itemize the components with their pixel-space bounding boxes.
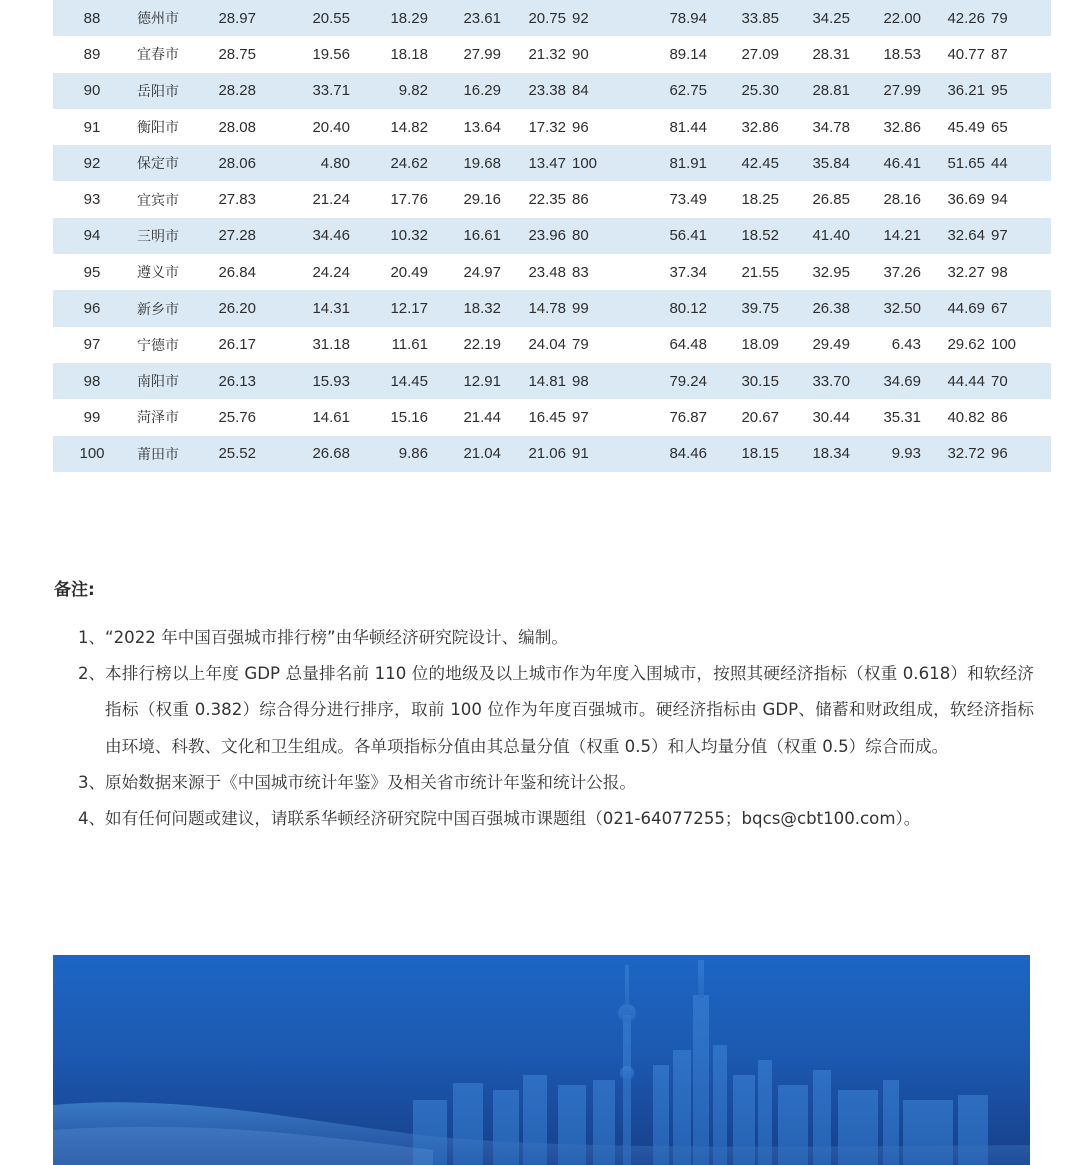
environment-cell: 79.24 xyxy=(624,363,707,399)
notes-list xyxy=(78,620,1034,837)
environment-cell: 64.48 xyxy=(669,336,707,354)
savings-cell: 12.17 xyxy=(350,290,428,326)
education-cell: 30.15 xyxy=(707,363,779,399)
rank-cell: 93 xyxy=(83,191,101,209)
environment-cell: 37.34 xyxy=(669,263,707,281)
rank-cell: 97 xyxy=(83,336,101,354)
savings-cell: 9.86 xyxy=(350,436,428,472)
education-cell: 20.67 xyxy=(741,408,779,426)
finance-cell: 19.68 xyxy=(428,145,501,181)
hard-score-cell: 26.13 xyxy=(198,363,256,399)
soft-rank-cell: 86 xyxy=(991,408,1008,426)
gdp-cell: 14.61 xyxy=(312,408,350,426)
culture-cell: 26.85 xyxy=(812,191,850,209)
hard-score-cell: 26.84 xyxy=(218,263,256,281)
gdp-cell: 4.80 xyxy=(256,145,350,181)
rank-cell: 99 xyxy=(83,408,101,426)
note-item xyxy=(78,801,1034,837)
health-cell: 14.21 xyxy=(850,218,921,254)
culture-cell: 34.25 xyxy=(779,0,850,36)
note-item xyxy=(78,620,1034,656)
table-row xyxy=(53,254,1051,290)
hard-rank-cell: 100 xyxy=(566,145,624,181)
table-row xyxy=(53,327,1051,363)
city-cell: 遵义市 xyxy=(137,265,179,282)
finance-cell: 13.64 xyxy=(463,118,501,136)
finance-cell: 23.61 xyxy=(428,0,501,36)
note-text: “2022 年中国百强城市排行榜”由华顿经济研究院设计、编制。 xyxy=(105,628,568,647)
city-cell: 宜宾市 xyxy=(137,192,179,209)
environment-cell: 76.87 xyxy=(669,408,707,426)
health-cell: 28.16 xyxy=(883,191,921,209)
hard-rank-cell: 80 xyxy=(566,218,624,254)
note-number: 2、 xyxy=(78,664,106,684)
hard-sub-cell: 23.96 xyxy=(501,218,566,254)
health-cell: 22.00 xyxy=(850,0,921,36)
city-skyline-image xyxy=(53,955,1030,1165)
table-row xyxy=(53,36,1051,72)
rank-cell: 89 xyxy=(83,45,101,63)
hard-sub-cell: 24.04 xyxy=(528,336,566,354)
hard-rank-cell: 79 xyxy=(572,336,589,354)
culture-cell: 30.44 xyxy=(812,408,850,426)
table-row xyxy=(53,73,1051,109)
note-number: 4、 xyxy=(78,809,106,829)
environment-cell: 84.46 xyxy=(624,436,707,472)
environment-cell: 81.91 xyxy=(624,145,707,181)
rank-cell: 90 xyxy=(53,73,131,109)
soft-score-cell: 32.64 xyxy=(921,218,985,254)
education-cell: 18.09 xyxy=(741,336,779,354)
savings-cell: 18.18 xyxy=(390,45,428,63)
savings-cell: 24.62 xyxy=(350,145,428,181)
education-cell: 21.55 xyxy=(741,263,779,281)
soft-score-cell: 32.72 xyxy=(921,436,985,472)
city-cell: 德州市 xyxy=(131,0,198,36)
hard-score-cell: 25.76 xyxy=(218,408,256,426)
finance-cell: 29.16 xyxy=(463,191,501,209)
education-cell: 25.30 xyxy=(707,73,779,109)
savings-cell: 14.82 xyxy=(390,118,428,136)
soft-score-cell: 32.27 xyxy=(947,263,985,281)
environment-cell: 80.12 xyxy=(624,290,707,326)
hard-score-cell: 28.97 xyxy=(198,0,256,36)
hard-score-cell: 27.83 xyxy=(218,191,256,209)
culture-cell: 29.49 xyxy=(812,336,850,354)
gdp-cell: 21.24 xyxy=(312,191,350,209)
hard-sub-cell: 21.32 xyxy=(528,45,566,63)
gdp-cell: 15.93 xyxy=(256,363,350,399)
health-cell: 9.93 xyxy=(850,436,921,472)
table-row xyxy=(53,399,1051,435)
rank-cell: 92 xyxy=(53,145,131,181)
gdp-cell: 24.24 xyxy=(312,263,350,281)
education-cell: 33.85 xyxy=(707,0,779,36)
hard-rank-cell: 83 xyxy=(572,263,589,281)
finance-cell: 22.19 xyxy=(463,336,501,354)
soft-rank-cell: 97 xyxy=(985,218,1051,254)
table-row xyxy=(53,145,1051,181)
hard-score-cell: 28.08 xyxy=(218,118,256,136)
soft-rank-cell: 87 xyxy=(991,45,1008,63)
hard-rank-cell: 91 xyxy=(566,436,624,472)
soft-rank-cell: 100 xyxy=(991,336,1017,354)
note-item xyxy=(78,765,1034,801)
soft-score-cell: 45.49 xyxy=(947,118,985,136)
table-body xyxy=(53,0,1051,472)
health-cell: 46.41 xyxy=(850,145,921,181)
note-number: 1、 xyxy=(78,628,106,647)
soft-rank-cell: 95 xyxy=(985,73,1051,109)
finance-cell: 18.32 xyxy=(428,290,501,326)
education-cell: 18.25 xyxy=(741,191,779,209)
soft-score-cell: 44.44 xyxy=(921,363,985,399)
table-row xyxy=(53,0,1051,36)
environment-cell: 81.44 xyxy=(669,118,707,136)
gdp-cell: 31.18 xyxy=(312,336,350,354)
environment-cell: 56.41 xyxy=(624,218,707,254)
note-item xyxy=(78,656,1034,765)
gdp-cell: 34.46 xyxy=(256,218,350,254)
city-cell: 南阳市 xyxy=(131,363,198,399)
culture-cell: 41.40 xyxy=(779,218,850,254)
education-cell: 32.86 xyxy=(741,118,779,136)
savings-cell: 11.61 xyxy=(391,336,428,354)
health-cell: 18.53 xyxy=(883,45,921,63)
rank-cell: 91 xyxy=(83,118,101,136)
environment-cell: 73.49 xyxy=(669,191,707,209)
hard-sub-cell: 23.48 xyxy=(528,263,566,281)
health-cell: 35.31 xyxy=(883,408,921,426)
soft-rank-cell: 94 xyxy=(991,191,1008,209)
hard-sub-cell: 21.06 xyxy=(501,436,566,472)
hard-score-cell: 28.75 xyxy=(218,45,256,63)
city-cell: 三明市 xyxy=(131,218,198,254)
hard-rank-cell: 90 xyxy=(572,45,589,63)
finance-cell: 24.97 xyxy=(463,263,501,281)
culture-cell: 28.31 xyxy=(812,45,850,63)
hard-rank-cell: 96 xyxy=(572,118,589,136)
city-cell: 衡阳市 xyxy=(137,120,179,137)
soft-score-cell: 36.21 xyxy=(921,73,985,109)
gdp-cell: 19.56 xyxy=(312,45,350,63)
education-cell: 39.75 xyxy=(707,290,779,326)
health-cell: 37.26 xyxy=(883,263,921,281)
hard-rank-cell: 99 xyxy=(566,290,624,326)
education-cell: 27.09 xyxy=(741,45,779,63)
note-text: 原始数据来源于《中国城市统计年鉴》及相关省市统计年鉴和统计公报。 xyxy=(105,772,636,792)
soft-rank-cell: 96 xyxy=(985,436,1051,472)
soft-score-cell: 40.77 xyxy=(947,45,985,63)
hard-score-cell: 28.06 xyxy=(198,145,256,181)
city-cell: 莆田市 xyxy=(131,436,198,472)
table-row xyxy=(53,218,1051,254)
environment-cell: 62.75 xyxy=(624,73,707,109)
note-text: 本排行榜以上年度 GDP 总量排名前 110 位的地级及以上城市作为年度入围城市，按照其硬经济指标（权重 0.618）和软经济指标（权重 0.382）综合得分进行排序，取前 100 位作为年度百强城市。硬经济指标由 GDP、储蓄和财政组成，软经济指标由环境、科教、文化和卫生组成。各单项指标分值由其总量分值（权重 0.5）和人均量分值（权重 0.5）综合而成。 xyxy=(105,664,1034,756)
gdp-cell: 14.31 xyxy=(256,290,350,326)
finance-cell: 27.99 xyxy=(463,45,501,63)
hard-rank-cell: 86 xyxy=(572,191,589,209)
finance-cell: 16.61 xyxy=(428,218,501,254)
savings-cell: 14.45 xyxy=(350,363,428,399)
culture-cell: 18.34 xyxy=(779,436,850,472)
culture-cell: 33.70 xyxy=(779,363,850,399)
education-cell: 18.52 xyxy=(707,218,779,254)
savings-cell: 9.82 xyxy=(350,73,428,109)
city-skyline-banner xyxy=(53,955,1030,1165)
city-cell: 宜春市 xyxy=(137,47,179,64)
culture-cell: 28.81 xyxy=(779,73,850,109)
hard-sub-cell: 20.75 xyxy=(501,0,566,36)
finance-cell: 12.91 xyxy=(428,363,501,399)
city-cell: 保定市 xyxy=(131,145,198,181)
hard-score-cell: 26.17 xyxy=(218,336,256,354)
savings-cell: 10.32 xyxy=(350,218,428,254)
culture-cell: 32.95 xyxy=(812,263,850,281)
hard-sub-cell: 14.78 xyxy=(501,290,566,326)
soft-score-cell: 29.62 xyxy=(947,336,985,354)
city-cell: 新乡市 xyxy=(131,290,198,326)
city-cell: 岳阳市 xyxy=(131,73,198,109)
health-cell: 32.50 xyxy=(850,290,921,326)
culture-cell: 34.78 xyxy=(812,118,850,136)
city-cell: 菏泽市 xyxy=(137,410,179,427)
savings-cell: 15.16 xyxy=(390,408,428,426)
rank-cell: 100 xyxy=(53,436,131,472)
ranking-table xyxy=(53,0,1051,472)
table-row xyxy=(53,181,1051,217)
note-number: 3、 xyxy=(78,772,106,792)
savings-cell: 20.49 xyxy=(390,263,428,281)
hard-rank-cell: 98 xyxy=(566,363,624,399)
hard-score-cell: 27.28 xyxy=(198,218,256,254)
savings-cell: 17.76 xyxy=(390,191,428,209)
hard-sub-cell: 14.81 xyxy=(501,363,566,399)
soft-rank-cell: 70 xyxy=(985,363,1051,399)
health-cell: 34.69 xyxy=(850,363,921,399)
hard-sub-cell: 22.35 xyxy=(528,191,566,209)
rank-cell: 94 xyxy=(53,218,131,254)
hard-sub-cell: 17.32 xyxy=(528,118,566,136)
finance-cell: 21.44 xyxy=(463,408,501,426)
hard-rank-cell: 97 xyxy=(572,408,589,426)
rank-cell: 96 xyxy=(53,290,131,326)
gdp-cell: 20.40 xyxy=(312,118,350,136)
hard-sub-cell: 23.38 xyxy=(501,73,566,109)
savings-cell: 18.29 xyxy=(350,0,428,36)
soft-score-cell: 42.26 xyxy=(921,0,985,36)
table-row xyxy=(53,109,1051,145)
soft-rank-cell: 44 xyxy=(985,145,1051,181)
hard-rank-cell: 92 xyxy=(566,0,624,36)
notes-title: 备注: xyxy=(54,580,95,600)
soft-rank-cell: 79 xyxy=(985,0,1051,36)
education-cell: 42.45 xyxy=(707,145,779,181)
table-row xyxy=(53,363,1051,399)
hard-sub-cell: 16.45 xyxy=(528,408,566,426)
hard-rank-cell: 84 xyxy=(566,73,624,109)
hard-score-cell: 25.52 xyxy=(198,436,256,472)
rank-cell: 88 xyxy=(53,0,131,36)
rank-cell: 98 xyxy=(53,363,131,399)
health-cell: 32.86 xyxy=(883,118,921,136)
soft-rank-cell: 98 xyxy=(991,263,1008,281)
hard-score-cell: 28.28 xyxy=(198,73,256,109)
rank-cell: 95 xyxy=(83,263,101,281)
soft-score-cell: 40.82 xyxy=(947,408,985,426)
soft-score-cell: 36.69 xyxy=(947,191,985,209)
gdp-cell: 33.71 xyxy=(256,73,350,109)
gdp-cell: 20.55 xyxy=(256,0,350,36)
soft-rank-cell: 65 xyxy=(991,118,1008,136)
soft-score-cell: 51.65 xyxy=(921,145,985,181)
culture-cell: 26.38 xyxy=(779,290,850,326)
table-row xyxy=(53,436,1051,472)
finance-cell: 16.29 xyxy=(428,73,501,109)
education-cell: 18.15 xyxy=(707,436,779,472)
hard-sub-cell: 13.47 xyxy=(501,145,566,181)
health-cell: 27.99 xyxy=(850,73,921,109)
culture-cell: 35.84 xyxy=(779,145,850,181)
health-cell: 6.43 xyxy=(891,336,921,354)
city-cell: 宁德市 xyxy=(137,337,179,354)
hard-score-cell: 26.20 xyxy=(198,290,256,326)
soft-score-cell: 44.69 xyxy=(921,290,985,326)
finance-cell: 21.04 xyxy=(428,436,501,472)
environment-cell: 78.94 xyxy=(624,0,707,36)
note-text: 如有任何问题或建议，请联系华顿经济研究院中国百强城市课题组（021-64077255；bqcs@cbt100.com）。 xyxy=(105,809,921,829)
soft-rank-cell: 67 xyxy=(985,290,1051,326)
table-row xyxy=(53,290,1051,326)
gdp-cell: 26.68 xyxy=(256,436,350,472)
environment-cell: 89.14 xyxy=(669,45,707,63)
